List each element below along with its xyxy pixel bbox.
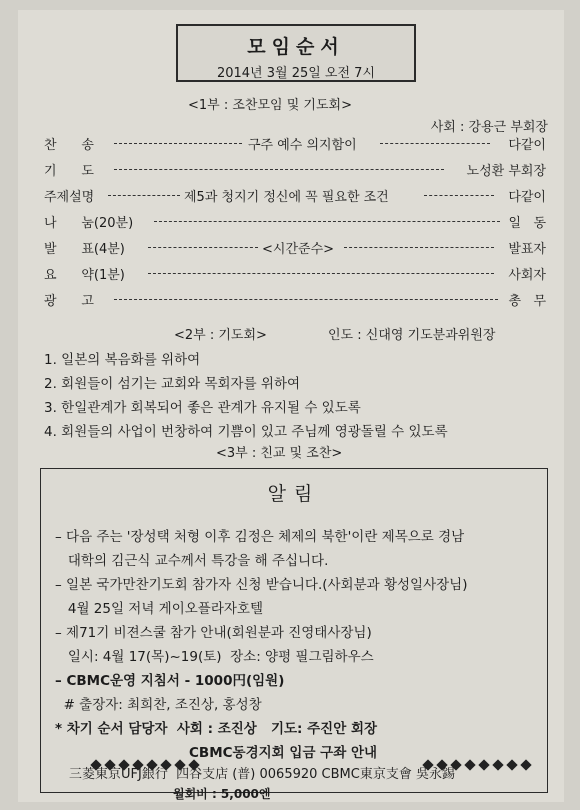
notice-line: – 일본 국가만찬기도회 참가자 신청 받습니다.(사회분과 황성일사장님)	[55, 577, 468, 593]
account-heading: CBMC동경지회 입금 구좌 안내	[189, 745, 378, 761]
program-person: 다같이	[508, 190, 546, 205]
prayer-item: 1. 일본의 복음화를 위하여	[44, 352, 201, 368]
leader-dash	[380, 143, 490, 144]
program-label: 광 고	[44, 294, 94, 309]
part1-heading: <1부 : 조찬모임 및 기도회>	[188, 98, 352, 113]
notice-line: 대학의 김근식 교수께서 특강을 해 주십니다.	[55, 553, 329, 569]
leader-dash	[424, 195, 494, 196]
leader-dash	[108, 195, 180, 196]
program-line-presentation	[44, 238, 546, 258]
title-box	[176, 24, 416, 82]
prayer-item: 3. 한일관계가 회복되어 좋은 관계가 유지될 수 있도록	[44, 400, 361, 416]
part3-heading: <3부 : 친교 및 조찬>	[216, 446, 343, 461]
program-person: 일 동	[508, 216, 546, 231]
meeting-date: 2014년 3월 25일 오전 7시	[216, 66, 376, 81]
leader-dash	[344, 247, 494, 248]
program-person: 노성환 부회장	[466, 164, 546, 179]
program-line-theme	[44, 186, 546, 206]
leader-dash	[114, 299, 498, 300]
part1-host: 사회 : 강용근 부회장	[430, 120, 548, 135]
bulletin-page	[18, 10, 564, 802]
part2-heading: <2부 : 기도회>	[174, 328, 267, 343]
notice-line: 일시: 4월 17(목)~19(토) 장소: 양평 필그림하우스	[55, 649, 374, 665]
program-label: 찬 송	[44, 138, 94, 153]
leader-dash	[114, 143, 242, 144]
program-label: 기 도	[44, 164, 94, 179]
program-label: 나 눔(20분)	[44, 216, 134, 231]
program-person: 발표자	[508, 242, 546, 257]
program-line-prayer	[44, 160, 546, 180]
bank-account: 三菱東京UFJ銀行 四谷支店 (普) 0065920 CBMC東京支會 吳永錫	[69, 767, 455, 782]
leader-dash	[148, 273, 494, 274]
program-line-hymn	[44, 134, 546, 154]
notice-line: – 다음 주는 '장성택 처형 이후 김정은 체제의 북한'이란 제목으로 경남	[55, 529, 465, 545]
program-person: 다같이	[508, 138, 546, 153]
program-person: 총 무	[508, 294, 546, 309]
notice-line: – 제71기 비젼스쿨 참가 안내(회원분과 진영태사장님)	[55, 625, 372, 641]
program-label: 요 약(1분)	[44, 268, 125, 283]
program-label: 발 표(4분)	[44, 242, 125, 257]
notice-line: 4월 25일 저녁 게이오플라자호텔	[55, 601, 264, 617]
program-detail: 구주 예수 의지함이	[248, 138, 357, 153]
notice-title: 알림	[267, 483, 321, 505]
monthly-fee: 월회비 : 5,000엔	[173, 787, 271, 801]
program-detail: <시간준수>	[262, 242, 335, 257]
leader-dash	[148, 247, 258, 248]
program-line-sharing	[44, 212, 546, 232]
account-heading-row	[55, 741, 535, 759]
notice-line: # 출장자: 최희찬, 조진상, 홍성창	[55, 697, 262, 713]
leader-dash	[114, 169, 444, 170]
page-title: 모임순서	[247, 36, 345, 58]
leader-dash	[154, 221, 500, 222]
program-detail: 제5과 청지기 정신에 꼭 필요한 조건	[184, 190, 389, 205]
program-person: 사회자	[508, 268, 546, 283]
next-duty-line: * 차기 순서 담당자 사회 : 조진상 기도: 주진안 회장	[55, 721, 378, 737]
prayer-item: 2. 회원들이 섬기는 교회와 목회자를 위하여	[44, 376, 301, 392]
notice-box	[40, 468, 548, 801]
program-line-summary	[44, 264, 546, 284]
program-label: 주제설명	[44, 190, 95, 205]
program-line-announcements	[44, 290, 546, 310]
notice-line: – CBMC운영 지침서 - 1000円(임원)	[55, 673, 285, 689]
part2-leader: 인도 : 신대영 기도분과위원장	[328, 328, 496, 343]
prayer-item: 4. 회원들의 사업이 번창하여 기쁨이 있고 주님께 영광돌릴 수 있도록	[44, 424, 448, 440]
